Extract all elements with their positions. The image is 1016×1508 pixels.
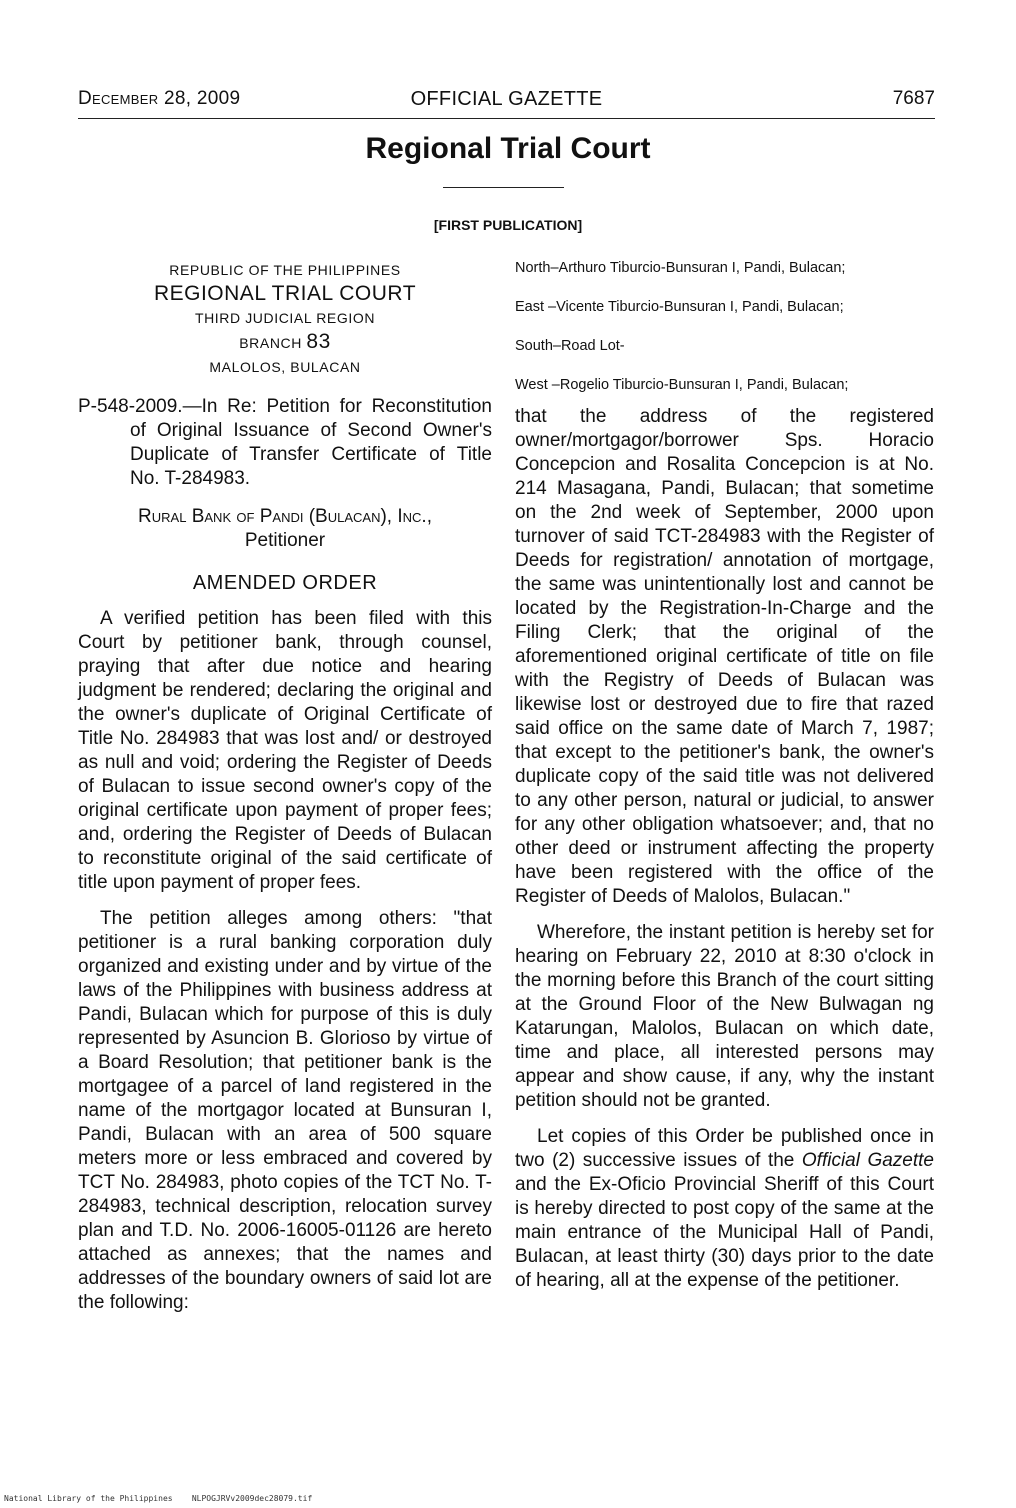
caption-region: THIRD JUDICIAL REGION [194, 310, 376, 326]
case-caption [78, 258, 492, 379]
left-column [78, 258, 492, 1315]
petitioner-role: Petitioner [244, 530, 326, 551]
court-title: Regional Trial Court [365, 132, 651, 165]
caption-republic: REPUBLIC OF THE PHILIPPINES [169, 262, 401, 278]
publication-order-paragraph [515, 1125, 934, 1293]
allegations-continued-paragraph: that the address of the registered owner/mortgagor/borrower Sps. Horacio Concepcion and Rosalita Concepcion is at No. 214 Masagana, Pandi, Bulacan; that sometime on the 2nd week of September, 2000 upon turnover of said TCT-284983 with the Register of Deeds for registration/ annotation of mortgage, the same was unintentionally lost and cannot be located by the Registration-In-Charge and the Filing Clerk; that the original of the aforementioned original certificate of title on file with the Registry of Deeds of Bulacan was likewise lost or destroyed due to fire that razed said office on the same date of March 7, 1987; that except to the petitioner's bank, the owner's duplicate copy of the said title was not delivered to any other person, natural or judicial, to answer for any other obligation whatsoever; and, that no other deed or instrument affecting the property have been registered with the office of the Register of Deeds of Malolos, Bulacan." [515, 406, 934, 907]
caption-location: MALOLOS, BULACAN [209, 359, 361, 375]
right-column [515, 258, 934, 1293]
petitioner-block [78, 505, 492, 553]
order-title: AMENDED ORDER [192, 572, 378, 594]
petition-paragraph: A verified petition has been filed with this Court by petitioner bank, through counsel, praying that after due notice and hearing judgment be rendered; declaring the original and the owner's duplicate of Original Certificate of Title No. 284983 that was lost and/ or destroyed as null and void; ordering the Register of Deeds of Bulacan to issue second owner's copy of the original certificate upon payment of proper fees; and, ordering the Register of Deeds of Bulacan to reconstitute original of the said certificate of title upon payment of proper fees. [78, 608, 492, 893]
scan-footer [4, 1494, 312, 1503]
caption-court: REGIONAL TRIAL COURT [153, 282, 417, 305]
publication-order-text-before: Let copies of this Order be published once in two (2) successive issues of the [515, 1126, 934, 1171]
header-publication: OFFICIAL GAZETTE [410, 88, 603, 110]
footer-scan-credit: National Library of the Philippines [4, 1494, 173, 1503]
caption-branch-number: 83 [306, 330, 331, 353]
allegations-paragraph: The petition alleges among others: "that petitioner is a rural banking corporation duly organized and existing under and by virtue of the laws of the Philippines with business address at Pandi, Bulacan which for purpose of this is duly represented by Asuncion B. Glorioso by virtue of a Board Resolution; that petitioner bank is the mortgagee of a parcel of land registered in the name of the mortgagor located at Bunsuran I, Pandi, Bulacan with an area of 500 square meters more or less embraced and covered by TCT No. 284983, photo copies of the TCT No. T-284983, technical description, relocation survey plan and T.D. No. 2006-16005-01126 are hereto attached as annexes; that the names and addresses of the boundary owners of said lot are the following: [78, 908, 492, 1313]
header-rule [78, 118, 935, 119]
case-number-title: P-548-2009.—In Re: Petition for Reconstitution of Original Issuance of Second Owner's Duplicate of Transfer Certificate of Title No. T-284983. [78, 396, 492, 489]
caption-branch-label: BRANCH [239, 335, 302, 351]
page-header [78, 88, 935, 116]
caption-branch [78, 330, 492, 355]
publication-order-gazette: Official Gazette [801, 1150, 935, 1171]
boundary-west: West –Rogelio Tiburcio-Bunsuran I, Pandi, Bulacan; [515, 377, 849, 393]
publication-notice: [FIRST PUBLICATION] [433, 217, 583, 233]
boundary-north: North–Arthuro Tiburcio-Bunsuran I, Pandi, Bulacan; [515, 260, 846, 276]
header-page-number: 7687 [892, 88, 935, 109]
petitioner-name: Rural Bank of Pandi (Bulacan), Inc., [138, 506, 432, 527]
publication-order-text-after: and the Ex-Oficio Provincial Sheriff of this Court is hereby directed to post copy of the same at the main entrance of the Municipal Hall of Pandi, Bulacan, at least thirty (30) days prior to the date of hearing, all at the expense of the petitioner. [515, 1174, 934, 1291]
header-date: December 28, 2009 [78, 88, 241, 109]
title-rule [443, 187, 564, 188]
boundary-south: South–Road Lot- [515, 338, 625, 354]
boundary-east: East –Vicente Tiburcio-Bunsuran I, Pandi, Bulacan; [515, 299, 844, 315]
footer-file-reference: NLPOGJRVv2009dec28079.tif [191, 1494, 313, 1503]
hearing-paragraph: Wherefore, the instant petition is hereby set for hearing on February 22, 2010 at 8:30 o'clock in the morning before this Branch of the court sitting at the Ground Floor of the New Bulwagan ng Katarungan, Malolos, Bulacan on which date, time and place, all interested persons may appear and show cause, if any, why the instant petition should not be granted. [515, 922, 934, 1111]
